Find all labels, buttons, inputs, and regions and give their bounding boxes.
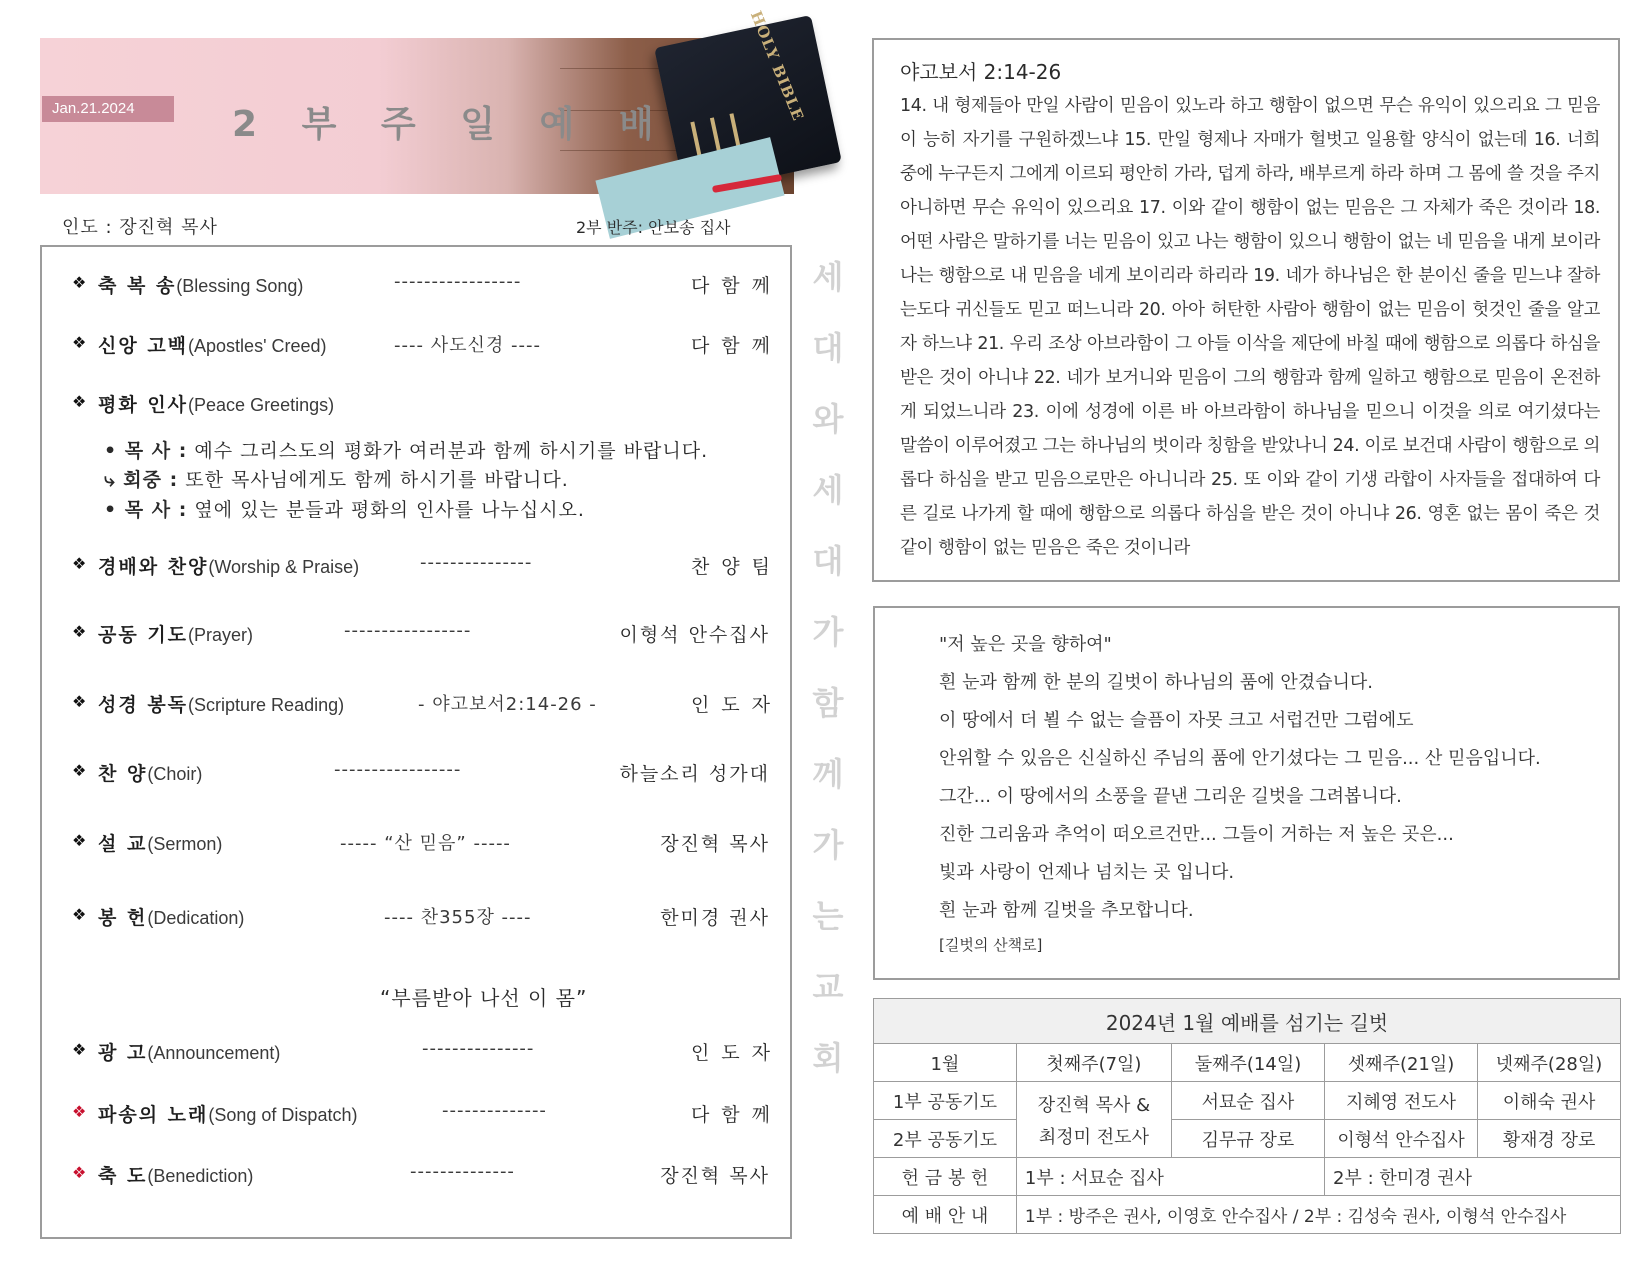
offering-first-service: 1부 : 서묘순 집사	[1016, 1158, 1324, 1196]
greeting-speaker: • 목 사 :	[104, 440, 188, 462]
usher-cell: 1부 : 방주은 권사, 이영호 안수집사 / 2부 : 김성숙 권사, 이형석 안수집사	[1016, 1196, 1620, 1234]
item-detail: ---- 찬355장 ----	[384, 907, 532, 928]
table-caption: 2024년 1월 예배를 섬기는 길벗	[874, 999, 1621, 1044]
table-cell: 이해숙 권사	[1478, 1082, 1621, 1120]
order-item-sermon	[72, 829, 770, 859]
item-english-name: (Sermon)	[147, 834, 223, 854]
poem-line: 안위할 수 있음은 신실하신 주님의 품에 안기셨다는 그 믿음... 산 믿음입니다.	[939, 748, 1541, 769]
poem-source: [길벗의 산책로]	[939, 936, 1043, 954]
table-header-cell: 넷째주(28일)	[1478, 1044, 1621, 1082]
item-english-name: (Worship & Praise)	[208, 557, 360, 577]
table-row	[874, 1158, 1621, 1196]
item-english-name: (Dedication)	[147, 908, 245, 928]
item-detail: ---------------	[422, 1038, 535, 1059]
greeting-line	[104, 465, 569, 492]
item-detail: - 야고보서2:14-26 -	[418, 694, 597, 715]
table-header-cell: 셋째주(21일)	[1325, 1044, 1478, 1082]
diamond-bullet-icon: ❖	[72, 831, 87, 850]
table-cell: 김무규 장로	[1171, 1120, 1324, 1158]
row-label: 2부 공동기도	[874, 1120, 1017, 1158]
diamond-bullet-icon: ❖	[72, 1163, 87, 1182]
poem-line: 이 땅에서 더 뵐 수 없는 슬픔이 자못 크고 서럽건만 그럼에도	[939, 710, 1414, 731]
motto-char: 께	[812, 755, 844, 793]
diamond-bullet-icon: ❖	[72, 1102, 87, 1121]
order-item-peace	[72, 390, 770, 420]
order-item-scripture	[72, 690, 782, 720]
order-item-worship	[72, 552, 782, 582]
item-name: 광 고	[98, 1042, 148, 1064]
service-title: 2 부 주 일 예 배	[232, 104, 670, 145]
poem-line: 흰 눈과 함께 한 분의 길벗이 하나님의 품에 안겼습니다.	[939, 672, 1374, 693]
item-detail: --------------	[410, 1161, 515, 1182]
item-leader: 다함께	[690, 275, 782, 297]
scripture-box	[872, 38, 1620, 582]
first-week-line: 최정미 전도사	[1038, 1126, 1149, 1148]
motto-char: 대	[812, 542, 844, 580]
table-cell: 이형석 안수집사	[1325, 1120, 1478, 1158]
item-name: 축 도	[98, 1165, 148, 1187]
item-leader: 이형석 안수집사	[619, 624, 770, 646]
diamond-bullet-icon: ❖	[72, 1040, 87, 1059]
table-row	[874, 1082, 1621, 1120]
motto-char: 는	[812, 897, 844, 935]
leader-label: 인도 : 장진혁 목사	[62, 217, 218, 238]
table-header-cell: 1월	[874, 1044, 1017, 1082]
item-detail: ---------------	[420, 552, 533, 573]
row-label: 헌 금 봉 헌	[874, 1158, 1017, 1196]
offering-second-service: 2부 : 한미경 권사	[1325, 1158, 1621, 1196]
greeting-text: 예수 그리스도의 평화가 여러분과 함께 하시기를 바랍니다.	[187, 440, 709, 462]
item-english-name: (Scripture Reading)	[188, 695, 345, 715]
motto-char: 가	[812, 613, 844, 651]
poem-line: 빛과 사랑이 언제나 넘치는 곳 입니다.	[939, 862, 1235, 883]
item-detail: -----------------	[394, 271, 522, 292]
order-item-dedication	[72, 903, 770, 933]
item-leader: 장진혁 목사	[660, 833, 770, 855]
item-name: 평화 인사	[98, 394, 189, 416]
motto-char: 가	[812, 826, 844, 864]
item-leader: 하늘소리 성가대	[619, 763, 770, 785]
table-caption-row	[874, 999, 1621, 1044]
item-english-name: (Prayer)	[188, 625, 254, 645]
order-item-prayer	[72, 620, 770, 650]
motto-char: 교	[812, 968, 844, 1006]
order-of-worship	[40, 245, 792, 1239]
item-leader: 찬양팀	[690, 556, 782, 578]
motto-char: 함	[812, 684, 844, 722]
item-detail: ---- 사도신경 ----	[394, 335, 541, 356]
item-english-name: (Choir)	[147, 764, 203, 784]
item-detail: -----------------	[334, 759, 462, 780]
item-detail: -----------------	[344, 620, 472, 641]
motto-char: 대	[812, 329, 844, 367]
item-name: 공동 기도	[98, 624, 189, 646]
item-name: 찬 양	[98, 763, 148, 785]
item-name: 축 복 송	[98, 275, 177, 297]
diamond-bullet-icon: ❖	[72, 622, 87, 641]
motto-char: 와	[812, 400, 844, 438]
church-motto-vertical	[808, 242, 848, 1094]
order-item-blessing-song	[72, 271, 782, 301]
order-item-choir	[72, 759, 770, 789]
poem-line: 진한 그리움과 추억이 떠오르건만... 그들이 거하는 저 높은 곳은...	[939, 824, 1454, 845]
poem-line: 흰 눈과 함께 길벗을 추모합니다.	[939, 900, 1194, 921]
greeting-line	[104, 495, 585, 522]
item-english-name: (Peace Greetings)	[188, 395, 335, 415]
greeting-text: 옆에 있는 분들과 평화의 인사를 나누십시오.	[187, 499, 585, 521]
poem-line: 그간... 이 땅에서의 소풍을 끝낸 그리운 길벗을 그려봅니다.	[939, 786, 1402, 807]
offertory-hymn-title: “부름받아 나선 이 몸”	[380, 986, 588, 1010]
diamond-bullet-icon: ❖	[72, 905, 87, 924]
item-name: 경배와 찬양	[98, 556, 209, 578]
scripture-reference: 야고보서 2:14-26	[900, 60, 1062, 84]
item-leader: 장진혁 목사	[660, 1165, 770, 1187]
row-label: 예 배 안 내	[874, 1196, 1017, 1234]
item-english-name: (Blessing Song)	[176, 276, 304, 296]
diamond-bullet-icon: ❖	[72, 333, 87, 352]
greeting-speaker: • 목 사 :	[104, 499, 188, 521]
order-item-benediction	[72, 1161, 770, 1191]
item-leader: 한미경 권사	[660, 907, 770, 929]
scripture-text: 14. 내 형제들아 만일 사람이 믿음이 있노라 하고 행함이 없으면 무슨 유익이 있으리요 그 믿음이 능히 자기를 구원하겠느냐 15. 만일 형제나 자매가 헐벗고 일용할 양식이 없는데 16. 너희 중에 누구든지 그에게 이르되 평안히 가라, 덥게 하라, 배부르게 하라 하며 그 몸에 쓸 것을 주지 아니하면 무슨 유익이 있으리요 17. 이와 같이 행함이 없는 믿음은 그 자체가 죽은 것이라 18. 어떤 사람은 말하기를 너는 믿음이 있고 나는 행함이 있으니 행함이 없는 네 믿음을 내게 보이라 나는 행함으로 내 믿음을 네게 보이리라 하리라 19. 네가 하나님은 한 분이신 줄을 믿느냐 잘하는도다 귀신들도 믿고 떠느니라 20. 아아 허탄한 사람아 행함이 없는 믿음이 헛것인 줄을 알고자 하느냐 21. 우리 조상 아브라함이 그 아들 이삭을 제단에 바칠 때에 행함으로 의롭다 하심을 받은 것이 아니냐 22. 네가 보거니와 믿음이 그의 행함과 함께 일하고 행함으로 믿음이 온전하게 되었느니라 23. 이에 성경에 이른 바 아브라함이 하나님을 믿으니 이것을 의로 여기셨다는 말씀이 이루어졌고 그는 하나님의 벗이라 칭함을 받았나니 24. 이로 보건대 사람이 행함으로 의롭다 하심을 받고 믿음으로만은 아니니라 25. 또 이와 같이 기생 라합이 사자들을 접대하여 다른 길로 나가게 할 때에 행함으로 의롭다 하심을 받은 것이 아니냐 26. 영혼 없는 몸이 죽은 것 같이 행함이 없는 믿음은 죽은 것이니라	[900, 96, 1600, 558]
greeting-speaker: ⤷ 회중 :	[104, 469, 179, 491]
diamond-bullet-icon: ❖	[72, 273, 87, 292]
item-english-name: (Song of Dispatch)	[208, 1105, 358, 1125]
order-item-dispatch	[72, 1100, 782, 1130]
item-leader: 다함께	[690, 1104, 782, 1126]
item-name: 성경 봉독	[98, 694, 189, 716]
diamond-bullet-icon: ❖	[72, 692, 87, 711]
first-week-cell	[1016, 1082, 1171, 1158]
diamond-bullet-icon: ❖	[72, 554, 87, 573]
order-item-announcement	[72, 1038, 782, 1068]
diamond-bullet-icon: ❖	[72, 761, 87, 780]
item-leader: 다함께	[690, 335, 782, 357]
item-name: 파송의 노래	[98, 1104, 209, 1126]
motto-char: 세	[812, 471, 844, 509]
first-week-line: 장진혁 목사 &	[1037, 1094, 1151, 1116]
item-name: 설 교	[98, 833, 148, 855]
servants-table	[873, 998, 1621, 1234]
table-cell: 황재경 장로	[1478, 1120, 1621, 1158]
item-detail: ----- “산 믿음” -----	[340, 833, 511, 854]
table-header-row	[874, 1044, 1621, 1082]
greeting-line	[104, 436, 708, 463]
bible-cover-text: HOLY BIBLE	[746, 8, 808, 124]
item-leader: 인도자	[690, 694, 782, 716]
greeting-text: 또한 목사님에게도 함께 하시기를 바랍니다.	[178, 469, 569, 491]
item-name: 봉 헌	[98, 907, 148, 929]
table-cell: 지혜영 전도사	[1325, 1082, 1478, 1120]
item-name: 신앙 고백	[98, 335, 189, 357]
item-leader: 인도자	[690, 1042, 782, 1064]
order-item-creed	[72, 331, 782, 361]
memorial-poem-box	[873, 606, 1620, 980]
motto-char: 회	[812, 1039, 844, 1077]
diamond-bullet-icon: ❖	[72, 392, 87, 411]
table-cell: 서묘순 집사	[1171, 1082, 1324, 1120]
table-row	[874, 1120, 1621, 1158]
table-header-cell: 첫째주(7일)	[1016, 1044, 1171, 1082]
item-detail: --------------	[442, 1100, 547, 1121]
motto-char: 세	[812, 258, 844, 296]
poem-title: "저 높은 곳을 향하여"	[939, 634, 1112, 655]
item-english-name: (Announcement)	[147, 1043, 281, 1063]
date-badge: Jan.21.2024	[42, 96, 174, 122]
item-english-name: (Benediction)	[147, 1166, 254, 1186]
accompanist-label: 2부 반주: 안보송 집사	[576, 218, 731, 237]
row-label: 1부 공동기도	[874, 1082, 1017, 1120]
table-row	[874, 1196, 1621, 1234]
table-header-cell: 둘째주(14일)	[1171, 1044, 1324, 1082]
item-english-name: (Apostles' Creed)	[188, 336, 327, 356]
